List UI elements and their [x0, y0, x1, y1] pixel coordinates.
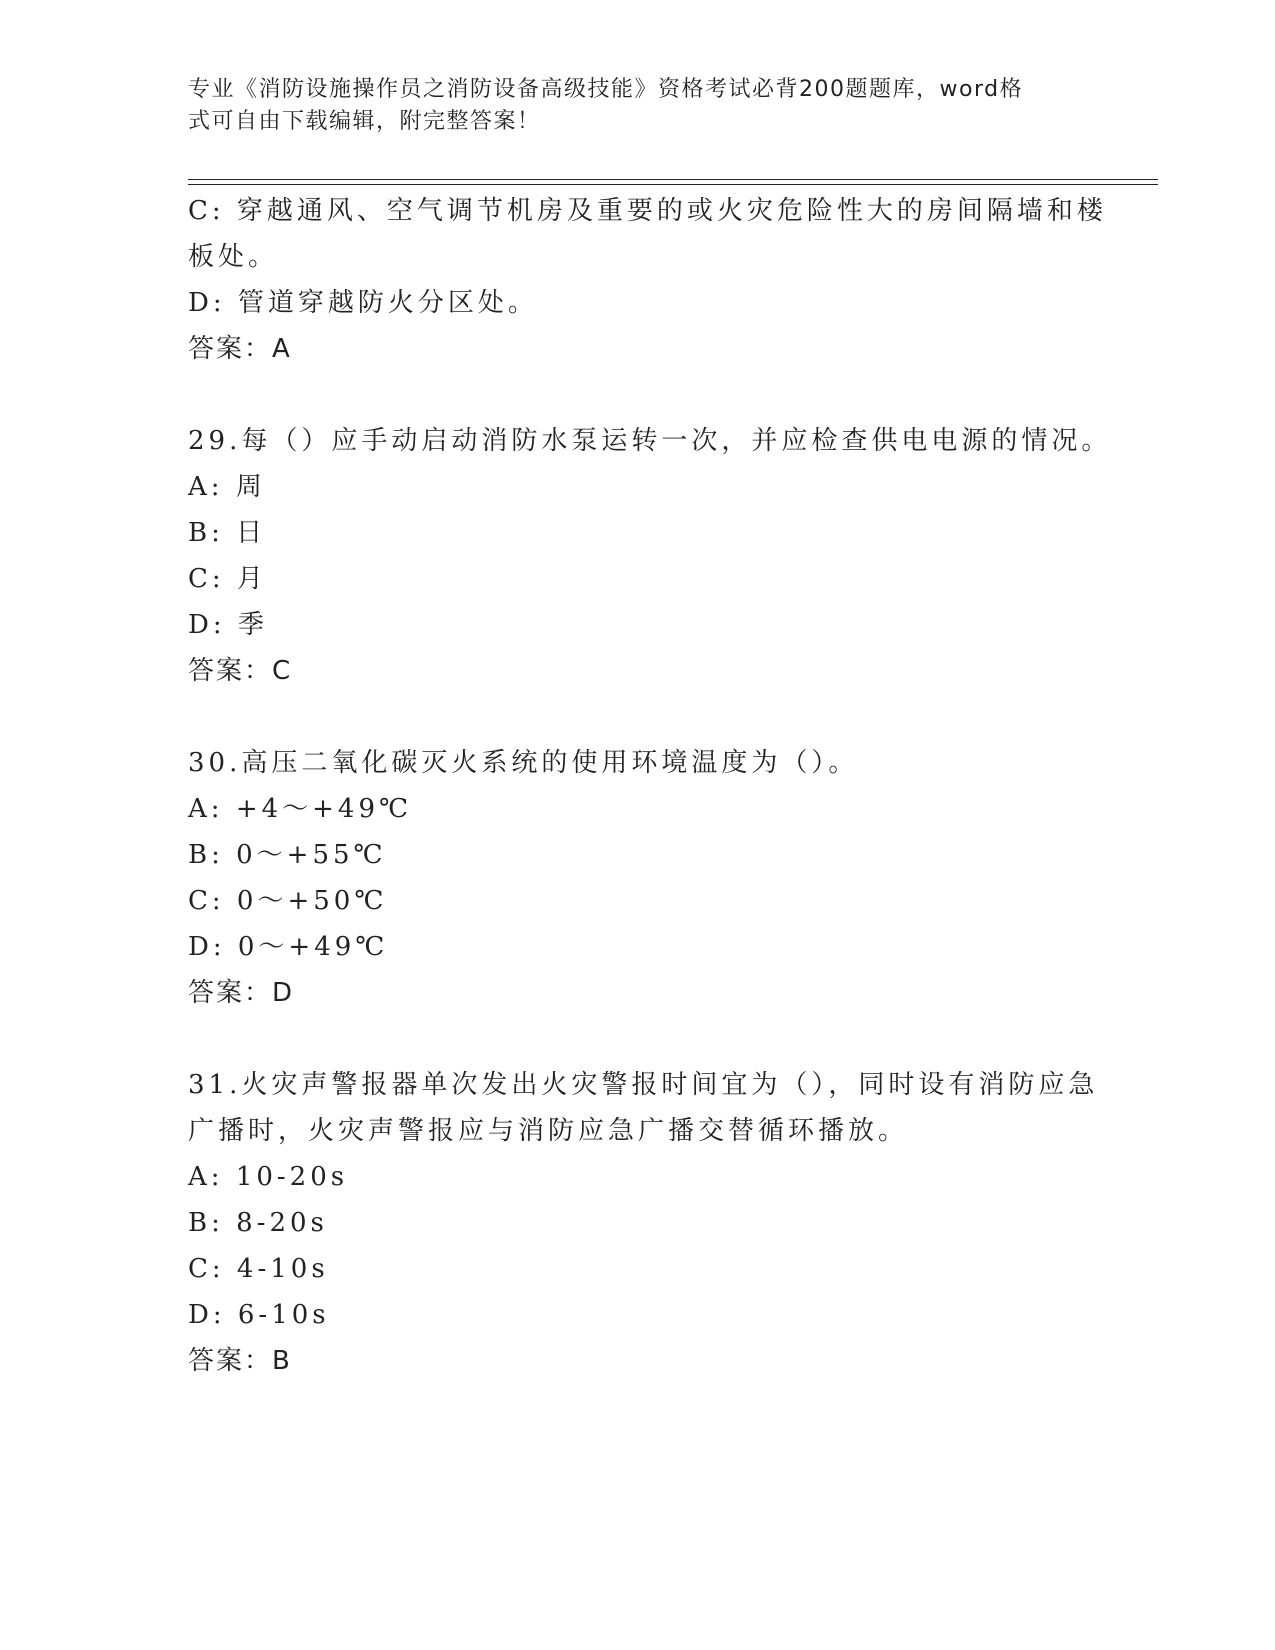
option-c: C: 穿越通风、空气调节机房及重要的或火灾危险性大的房间隔墙和楼 — [188, 196, 1107, 226]
header-line-1: 专业《消防设施操作员之消防设备高级技能》资格考试必背200题题库，word格 — [188, 77, 1024, 102]
option-c-continued: 板处。 — [188, 242, 279, 272]
option-a: A: 10-20s — [188, 1162, 349, 1192]
option-b: B: 0～+55℃ — [188, 840, 387, 870]
answer: 答案：A — [188, 334, 292, 364]
header-rule-bottom — [188, 184, 1158, 185]
question-stem: 29.每（）应手动启动消防水泵运转一次，并应检查供电电源的情况。 — [188, 426, 1112, 456]
document-header — [188, 74, 1068, 138]
option-b: B: 日 — [188, 518, 267, 548]
question-stem: 31.火灾声警报器单次发出火灾警报时间宜为（），同时设有消防应急 — [188, 1070, 1099, 1100]
option-a: A: +4～+49℃ — [188, 794, 413, 824]
option-b: B: 8-20s — [188, 1208, 328, 1238]
header-rule-top — [188, 179, 1158, 180]
option-d: D: 6-10s — [188, 1300, 330, 1330]
option-c: C: 4-10s — [188, 1254, 329, 1284]
answer: 答案：C — [188, 656, 293, 686]
option-c: C: 0～+50℃ — [188, 886, 388, 916]
question-30 — [188, 740, 1088, 1016]
header-line-2: 式可自由下载编辑，附完整答案！ — [188, 109, 541, 134]
question-stem-continued: 广播时，火灾声警报应与消防应急广播交替循环播放。 — [188, 1116, 909, 1146]
option-c: C: 月 — [188, 564, 267, 594]
option-d: D: 管道穿越防火分区处。 — [188, 288, 538, 318]
question-content — [188, 188, 1112, 1384]
question-29 — [188, 418, 1112, 694]
option-d: D: 季 — [188, 610, 268, 640]
question-stem: 30.高压二氧化碳灭火系统的使用环境温度为（）。 — [188, 748, 859, 778]
option-d: D: 0～+49℃ — [188, 932, 389, 962]
option-a: A: 周 — [188, 472, 266, 502]
question-31 — [188, 1062, 1099, 1384]
question-28-continuation — [188, 188, 1107, 372]
answer: 答案：B — [188, 1346, 292, 1376]
answer: 答案：D — [188, 978, 295, 1008]
